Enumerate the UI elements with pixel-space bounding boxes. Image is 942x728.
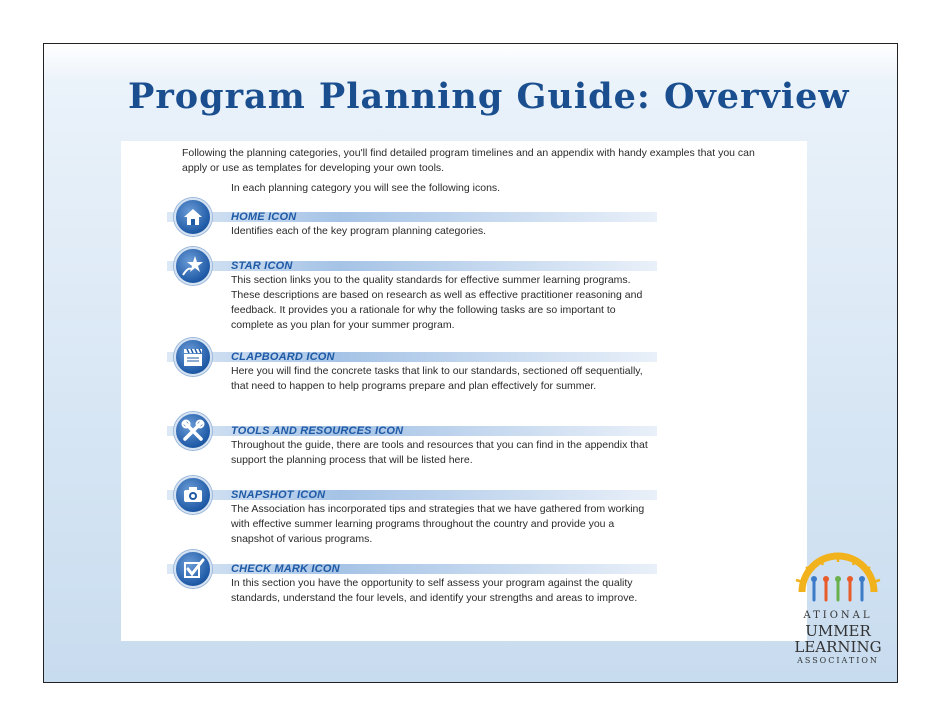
star-icon (174, 247, 212, 285)
entry-text: This section links you to the quality standards for effective summer learning programs. These descriptions are based on research as well as effective practitioner reasoning and feedback. It provides you a rationale for why the following tasks are so important to complete as you plan for your summer program. (231, 274, 643, 331)
entry-text: Throughout the guide, there are tools and resources that you can find in the appendix that support the planning process that will be listed here. (231, 439, 648, 466)
document-page (121, 141, 807, 641)
home-icon (174, 198, 212, 236)
slide-title: Program Planning Guide: Overview (128, 76, 850, 117)
entry-title: CLAPBOARD ICON (231, 351, 335, 363)
entry-text: In this section you have the opportunity to self assess your program against the quality standards, understand the four levels, and identify your strengths and areas to improve. (231, 577, 638, 604)
entry-text: Identifies each of the key program planning categories. (231, 225, 487, 237)
tools-icon (174, 412, 212, 450)
nsla-logo (790, 552, 886, 672)
entry-text: The Association has incorporated tips and strategies that we have gathered from working with effective summer learning programs throughout the country and provide you a snapshot of various programs. (231, 503, 645, 545)
logo-line-3: LEARNING (794, 638, 882, 656)
entry-title: CHECK MARK ICON (231, 563, 340, 575)
clapboard-icon (174, 338, 212, 376)
icons-intro: In each planning category you will see the following icons. (231, 182, 501, 194)
logo-line-4: ASSOCIATION (797, 656, 879, 665)
logo-line-1: ATIONAL (803, 610, 873, 621)
intro-paragraph: Following the planning categories, you'll find detailed program timelines and an appendix with handy examples that you can apply or use as templates for developing your own tools. (182, 147, 755, 174)
camera-icon (174, 476, 212, 514)
entry-title: STAR ICON (231, 260, 293, 272)
logo-sun-graphic (790, 552, 886, 604)
logo-line-2: UMMER (805, 622, 871, 640)
entry-title: SNAPSHOT ICON (231, 489, 326, 501)
entry-title: HOME ICON (231, 211, 297, 223)
entry-title: TOOLS AND RESOURCES ICON (231, 425, 404, 437)
entry-text: Here you will find the concrete tasks that link to our standards, sectioned off sequentially, that need to happen to help programs prepare and plan effectively for summer. (231, 365, 643, 392)
check-mark-icon (174, 550, 212, 588)
